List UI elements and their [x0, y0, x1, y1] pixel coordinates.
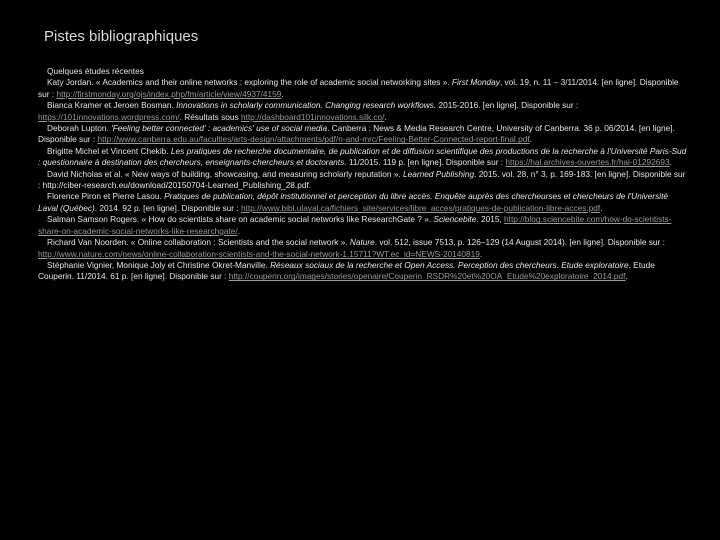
reference-link[interactable]: https://101innovations.wordpress.com/ [38, 111, 180, 122]
reference-author: David Nicholas et al. « New ways of building, showcasing, and measuring scholarly reputation ». [47, 168, 404, 179]
reference-details: . 11/2015. 119 p. [en ligne]. Disponible sur : [344, 157, 506, 168]
slide-title: Pistes bibliographiques [44, 28, 199, 45]
reference-item [38, 123, 690, 146]
reference-link[interactable]: http://dashboard101innovations.silk.co/ [240, 111, 385, 122]
bibliography [38, 66, 690, 283]
reference-link[interactable]: http://www.canberra.edu.au/faculties/arts-design/attachments/pdf/n-and-mrc/Feeling-Better-Connected-report-final.pdf [97, 134, 530, 145]
reference-punct: . Résultats sous [179, 111, 241, 122]
reference-item [38, 100, 690, 123]
reference-punct: . [625, 271, 628, 282]
reference-link[interactable]: https://hal.archives-ouvertes.fr/hal-01292693 [505, 157, 670, 168]
reference-item [38, 77, 690, 100]
reference-punct: . [237, 225, 240, 236]
reference-work: First Monday [451, 77, 500, 88]
reference-punct: . [479, 248, 483, 259]
subheading: Quelques études récentes [47, 66, 144, 76]
reference-punct: . [600, 202, 603, 213]
reference-link[interactable]: http://firstmonday.org/ojs/index.php/fm/article/view/4937/4159 [56, 88, 282, 99]
reference-author: Bianca Kramer et Jeroen Bosman. [47, 100, 177, 111]
reference-work: Sciencebite [433, 214, 477, 225]
reference-work: 'Feeling better connected' : academics' use of social media [111, 123, 328, 134]
reference-details: . Canberra : News & Media Research Centre, University of Canberra. 36 p. 06/2014. [en ligne]. Disponible sur : [38, 123, 675, 145]
reference-details: . 2014. 92 p. [en ligne]. Disponible sur : [94, 202, 241, 213]
reference-item [38, 169, 690, 192]
reference-author: Salman Samson Rogers. « How do scientists share on academic social networks like ResearchGate ? ». [47, 214, 434, 225]
reference-link[interactable]: http://www.bibl.ulaval.ca/fichiers_site/services/libre_acces/pratiques-de-publication-libre-acces.pdf [240, 202, 601, 213]
reference-details: . vol. 512, issue 7513, p. 126–129 (14 August 2014). [en ligne]. Disponible sur : [374, 237, 665, 248]
reference-item [38, 191, 690, 214]
reference-link[interactable]: http://www.nature.com/news/online-collaboration-scientists-and-the-social-network-1.15711?WT.ec_id=NEWS-20140819 [38, 248, 480, 259]
reference-punct: . [384, 111, 387, 122]
reference-author: Florence Piron et Pierre Lasou. [47, 191, 165, 202]
reference-work: Learned Publishing [403, 168, 475, 179]
reference-punct: . [281, 88, 284, 99]
reference-punct: . [669, 157, 672, 168]
reference-author: Katy Jordan. « Academics and their online networks : exploring the role of academic social networking sites ». [47, 77, 452, 88]
reference-author: Richard Van Noorden. « Online collaboration : Scientists and the social network ». [47, 237, 350, 248]
reference-item [38, 260, 690, 283]
reference-author: Stéphanie Vignier, Monique Joly et Christine Okret-Manville. [47, 259, 271, 270]
reference-details: 2015-2016. [en ligne]. Disponible sur : [436, 100, 579, 111]
reference-work: Pratiques de publication, dépôt institutionnel et perception du libre accès. Enquête auprès des chercheurses et chercheurs de l'Université Laval (Québec) [38, 191, 668, 213]
reference-item [38, 237, 690, 260]
reference-details: . Etude Couperin. 11/2014. 61 p. [en ligne]. Disponible sur : [38, 259, 655, 282]
reference-link[interactable]: http://couperin.org/images/stories/openaire/Couperin_RSDR%20et%20OA_Etude%20exploratoire_2014.pdf [228, 271, 626, 282]
reference-work: Réseaux sociaux de la recherche et Open Access. Perception des chercheurs. Etude exploratoire [270, 259, 629, 270]
reference-work: Nature [349, 237, 375, 248]
reference-author: Deborah Lupton. [47, 123, 112, 134]
reference-details: . 2015, [476, 214, 505, 225]
reference-item [38, 214, 690, 237]
reference-punct: . [529, 134, 532, 145]
reference-author: Brigitte Michel et Vincent Chekib. [47, 145, 171, 156]
reference-item [38, 146, 690, 169]
reference-details: . 2015. vol. 28, n° 3, p. 169-183. [en ligne]. Disponible sur : http://ciber-research.eu/download/20150704-Learned_Publishing_28.pdf. [38, 168, 686, 191]
reference-work: Les pratiques de recherche documentaire, de publication et de diffusion scientifique des productions de la recherche à l'Université Paris-Sud : questionnaire à destination des chercheurs, enseignants-chercheurs et doctorants [38, 145, 687, 168]
reference-work: Innovations in scholarly communication. Changing research workflows. [176, 100, 437, 111]
reference-link[interactable]: http://blog.sciencebite.com/how-do-scientists-share-on-academic-social-networks-like-researchgate/ [38, 214, 672, 236]
reference-details: , vol. 19, n. 11 – 3/11/2014. [en ligne]. Disponible sur : [38, 77, 679, 99]
